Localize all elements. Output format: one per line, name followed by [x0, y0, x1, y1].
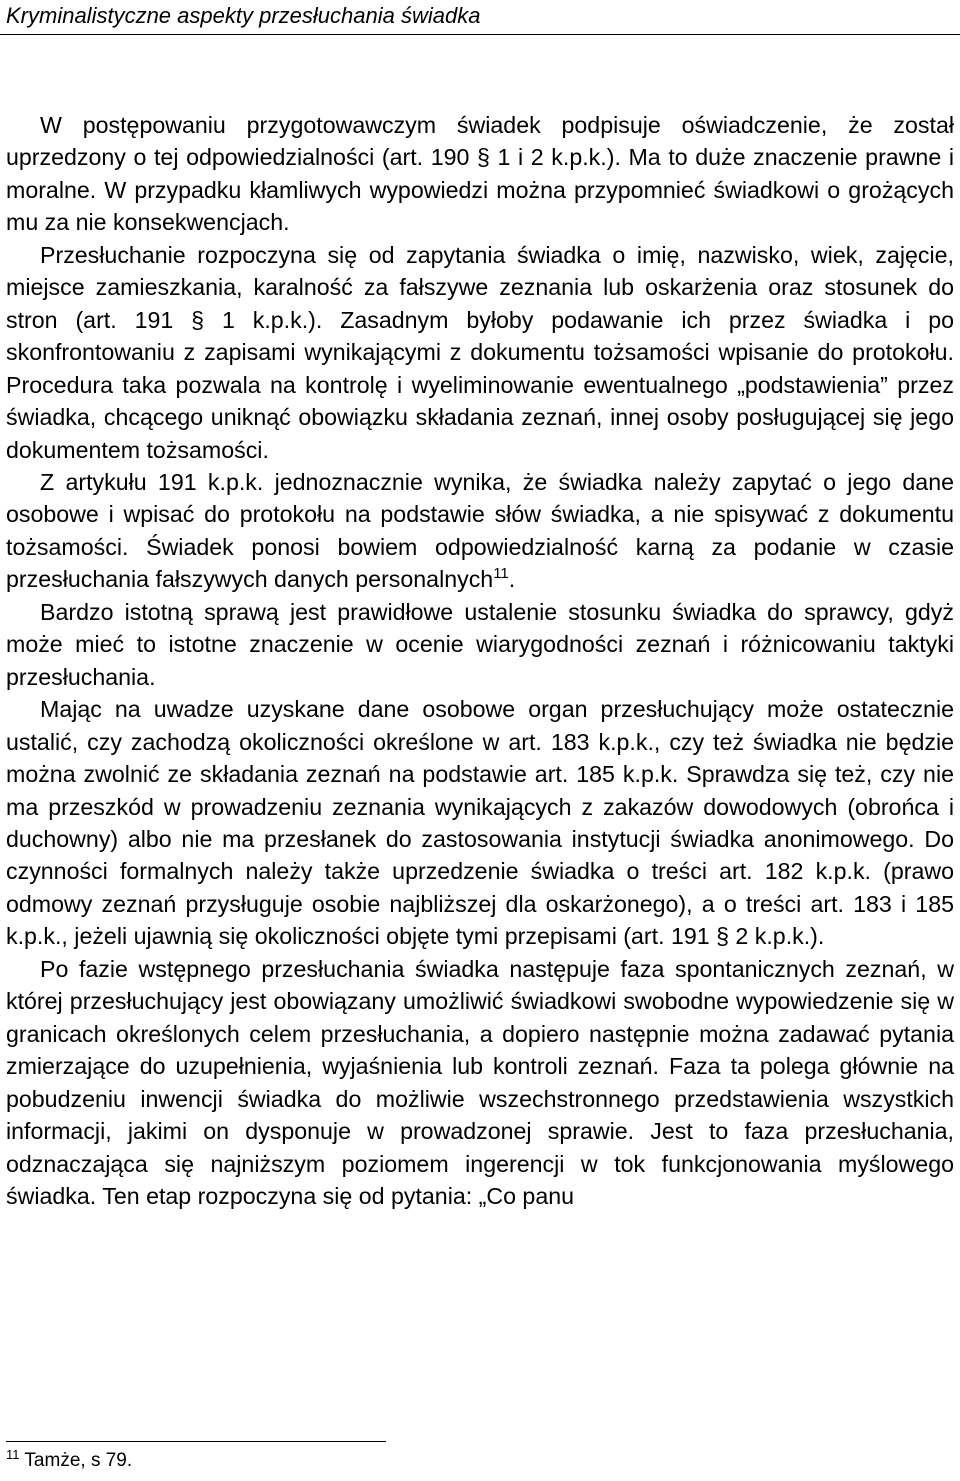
- paragraph-3-text: Z artykułu 191 k.p.k. jednoznacznie wynika, że świadka należy zapytać o jego dane osobowe i wpisać do protokołu na podstawie słów świadka, a nie spisywać z dokumentu tożsamości. Świadek ponosi bowiem odpowiedzialność karną za podanie w czasie przesłuchania fałszywych danych personalnych: [6, 468, 954, 593]
- paragraph-1: W postępowaniu przygotowawczym świadek podpisuje oświadczenie, że został uprzedzony o tej odpowiedzialności (art. 190 § 1 i 2 k.p.k.). Ma to duże znaczenie prawne i moralne. W przypadku kłamliwych wypowiedzi można przypomnieć świadkowi o grożących mu za nie konsekwencjach.: [6, 112, 954, 236]
- paragraph-2: Przesłuchanie rozpoczyna się od zapytania świadka o imię, nazwisko, wiek, zajęcie, miejsce zamieszkania, karalność za fałszywe zeznania lub oskarżenia oraz stosunek do stron (art. 191 § 1 k.p.k.). Zasadnym byłoby podawanie ich przez świadka i po skonfrontowaniu z zapisami wynikającymi z dokumentu tożsamości wpisanie do protokołu. Procedura taka pozwala na kontrolę i wyeliminowanie ewentualnego „podstawienia” przez świadka, chcącego uniknąć obowiązku składania zeznań, innej osoby posługującej się jego dokumentem tożsamości.: [6, 241, 954, 463]
- paragraph-3-end: .: [508, 566, 516, 593]
- footnote-number: 11: [6, 1447, 20, 1462]
- header-rule: [0, 34, 960, 35]
- paragraph-6: Po fazie wstępnego przesłuchania świadka następuje faza spontanicznych zeznań, w której przesłuchujący jest obowiązany umożliwić świadkowi swobodne wypowiedzenie się w granicach określonych celem przesłuchania, a dopiero następnie można zadawać pytania zmierzające do uzupełnienia, wyjaśnienia lub kontroli zeznań. Faza ta polega głównie na pobudzeniu inwencji świadka do możliwie wszechstronnego przedstawienia wszystkich informacji, jakimi on dysponuje w prowadzonej sprawie. Jest to faza przesłuchania, odznaczająca się najniższym poziomem ingerencji w tok funkcjonowania myślowego świadka. Ten etap rozpoczyna się od pytania: „Co panu: [6, 955, 954, 1209]
- footnote-text: Tamże, s 79.: [19, 1450, 133, 1471]
- footnote-rule: [6, 1441, 386, 1442]
- footnote: [6, 1447, 132, 1475]
- body-text: [6, 109, 954, 1212]
- paragraph-4: Bardzo istotną sprawą jest prawidłowe ustalenie stosunku świadka do sprawcy, gdyż może mieć to istotne znaczenie w ocenie wiarygodności zeznań i różnicowaniu taktyki przesłuchania.: [6, 598, 954, 690]
- running-header: Kryminalistyczne aspekty przesłuchania świadka: [6, 3, 481, 28]
- paragraph-3: [6, 466, 954, 596]
- footnote-reference: 11: [493, 565, 509, 583]
- paragraph-5: Mając na uwadze uzyskane dane osobowe organ przesłuchujący może ostatecznie ustalić, czy zachodzą okoliczności określone w art. 183 k.p.k., czy też świadka nie będzie można zwolnić ze składania zeznań na podstawie art. 185 k.p.k. Sprawdza się też, czy nie ma przeszkód w prowadzeniu zeznania wynikających z zakazów dowodowych (obrońca i duchowny) albo nie ma przesłanek do zastosowania instytucji świadka anonimowego. Do czynności formalnych należy także uprzedzenie świadka o treści art. 182 k.p.k. (prawo odmowy zeznań przysługuje osobie najbliższej dla oskarżonego), a o treści art. 183 i 185 k.p.k., jeżeli ujawnią się okoliczności objęte tymi przepisami (art. 191 § 2 k.p.k.).: [6, 696, 954, 950]
